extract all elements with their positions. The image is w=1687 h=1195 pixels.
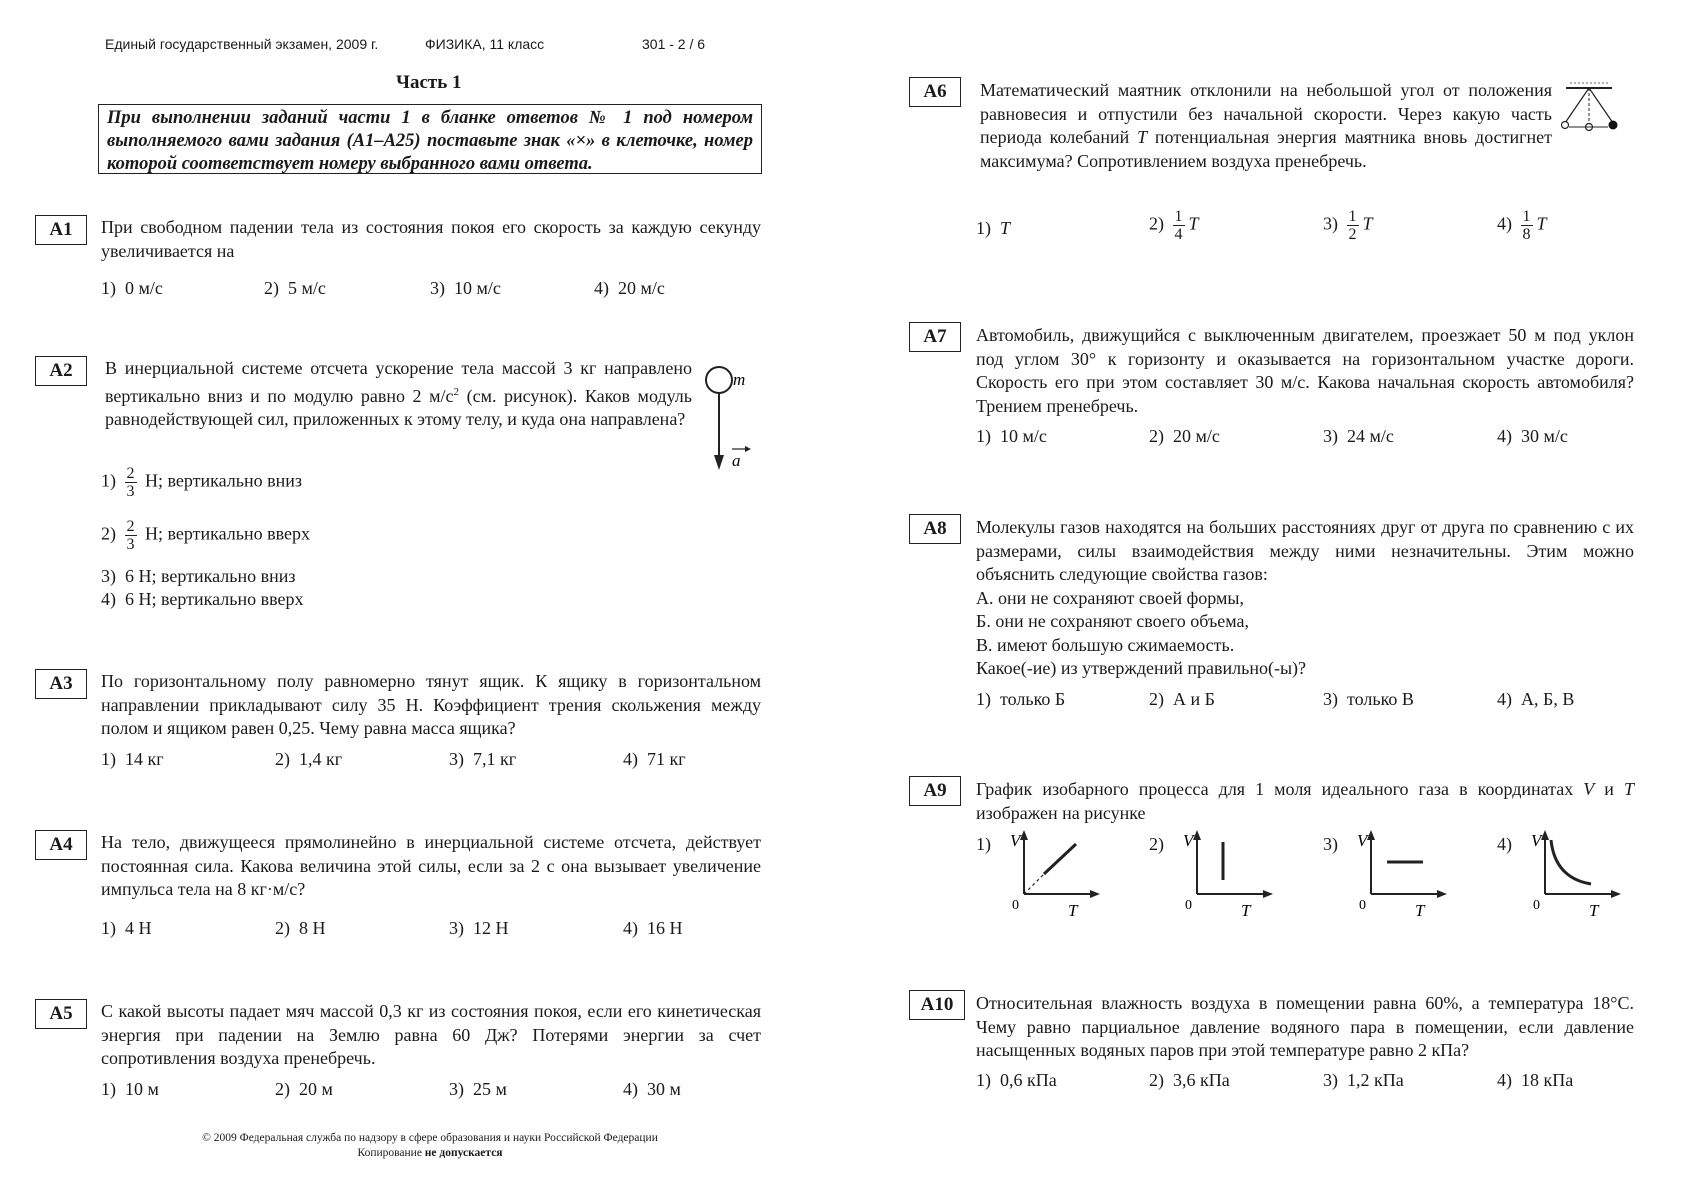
task-label: А2 (35, 356, 87, 386)
option-4: 4) А, Б, В (1497, 689, 1575, 709)
task-label: А10 (909, 990, 965, 1020)
copyright-footer (150, 1131, 710, 1161)
question-text: С какой высоты падает мяч массой 0,3 кг из состояния покоя, если его кинетическая энергия при падении на Землю равна 60 Дж? Потерями энергии за счет сопротивления воздуха пренебречь. (101, 1001, 761, 1068)
svg-text:V: V (1010, 831, 1021, 850)
task-label: А4 (35, 830, 87, 860)
copy-notice: Копирование не допускается (357, 1147, 503, 1159)
option-3: 3) 1,2 кПа (1323, 1070, 1404, 1090)
option-3: 3) 12 Н (449, 918, 509, 938)
graph-horizontal-line (1355, 830, 1455, 920)
page-number: 301 - 2 / 6 (642, 36, 706, 52)
copyright-line: © 2009 Федеральная служба по надзору в сфере образования и науки Российской Федерации (202, 1132, 658, 1144)
option-4: 4) 30 м (623, 1079, 681, 1099)
svg-text:V: V (1531, 831, 1542, 850)
option-1: 1) 0,6 кПа (976, 1070, 1057, 1090)
svg-text:0: 0 (1012, 898, 1019, 913)
task-label: А8 (909, 514, 961, 544)
question-text: Автомобиль, движущийся с выключенным двигателем, проезжает 50 м под уклон под углом 30° к горизонту и оказывается на горизонтальном участке дороги. Скорость его при этом составляет 30 м/с. Какова начальная скорость автомобиля? Трением пренебречь. (976, 325, 1634, 416)
option-2: 2) 1,4 кг (275, 749, 343, 769)
option-3: 3) 6 Н; вертикально вниз (101, 566, 296, 586)
mass-label: m (733, 370, 746, 389)
option-1: 1) 0 м/с (101, 278, 163, 298)
option-4: 4) 71 кг (623, 749, 686, 769)
svg-text:0: 0 (1359, 898, 1366, 913)
instruction-box: При выполнении заданий части 1 в бланке ответов № 1 под номером выполняемого вами задания (А1–А25) поставьте знак «×» в клеточке, номер которой соответствует номеру выбранного вами ответа. (98, 104, 762, 174)
option-2: 2) 8 Н (275, 918, 326, 938)
option-2: 2) 20 м (275, 1079, 333, 1099)
option-4: 4) $\frac{1}{8}$ T (1497, 208, 1547, 243)
subject-title: ФИЗИКА, 11 класс (425, 36, 545, 52)
graph-hyperbola (1529, 830, 1629, 920)
svg-text:T: T (1241, 901, 1251, 920)
question-text: В инерциальной системе отсчета ускорение тела массой 3 кг направлено вертикально вниз и по модулю равно 2 $м/с^2$ (см. рисунок). Каков модуль равнодействующей сил, приложенных к этому телу, и куда она направлена? (105, 358, 692, 429)
svg-text:0: 0 (1185, 898, 1192, 913)
option-2: 2) $\frac{1}{4}$ T (1149, 208, 1199, 243)
task-label: А7 (909, 322, 961, 352)
task-label: А1 (35, 215, 87, 245)
option-1: 1) 10 м/с (976, 426, 1047, 446)
option-4: 4) 6 Н; вертикально вверх (101, 589, 304, 609)
svg-text:0: 0 (1533, 898, 1540, 913)
option-3: 3) 10 м/с (430, 278, 501, 298)
option-2: 2) 20 м/с (1149, 426, 1220, 446)
task-label: А5 (35, 999, 87, 1029)
question-text: Молекулы газов находятся на больших расстояниях друг от друга по сравнению с их размерами, силы взаимодействия между ними незначительны. Этим можно объяснить следующие свойства газов: А. они не сохраняют своей формы, Б. они не сохраняют своего объема, В. имеют большую сжимаемость. Какое(-ие) из утверждений правильно(-ы)? (976, 516, 1634, 681)
graph-vertical-line (1181, 830, 1281, 920)
statement-a: А. они не сохраняют своей формы, (976, 587, 1244, 608)
task-label: А9 (909, 776, 961, 806)
option-3: 3) $\frac{1}{2}$ T (1323, 208, 1373, 243)
option-1: 1) 10 м (101, 1079, 159, 1099)
svg-text:V: V (1183, 831, 1194, 850)
question-text: На тело, движущееся прямолинейно в инерциальной системе отсчета, действует постоянная сила. Какова величина этой силы, если за 2 с она вызывает увеличение импульса тела на 8 кг·м/с? (101, 832, 761, 899)
task-label: А3 (35, 669, 87, 699)
option-1: 1) только Б (976, 689, 1066, 709)
acceleration-arrow-head (714, 455, 724, 470)
part-title: Часть 1 (396, 72, 462, 93)
option-3: 3) 24 м/с (1323, 426, 1394, 446)
statement-b: Б. они не сохраняют своего объема, (976, 611, 1250, 631)
option-1: 1) $\frac{2}{3}$ Н; вертикально вниз (101, 465, 302, 500)
option-2: 2) 3,6 кПа (1149, 1070, 1230, 1090)
pendulum-figure (1560, 79, 1634, 135)
accel-label: a (732, 451, 741, 470)
option-1: 1) T (976, 218, 1011, 238)
svg-text:T: T (1068, 901, 1078, 920)
option-1: 1) 4 Н (101, 918, 152, 938)
option-4: 4) 20 м/с (594, 278, 665, 298)
mass-body-icon (706, 367, 732, 393)
question-text: По горизонтальному полу равномерно тянут ящик. К ящику в горизонтальном направлении прикладывают силу 35 Н. Коэффициент трения скольжения между полом и ящиком равен 0,25. Чему равна масса ящика? (101, 671, 761, 738)
acceleration-figure (695, 362, 755, 474)
question-text: Относительная влажность воздуха в помещении равна 60%, а температура 18°С. Чему равно парциальное давление водяного пара в помещении, если давление насыщенных водяных паров при этой температуре равно 2 кПа? (976, 993, 1634, 1060)
option-4: 4) 18 кПа (1497, 1070, 1574, 1090)
option-3: 3) 25 м (449, 1079, 507, 1099)
svg-text:V: V (1357, 831, 1368, 850)
svg-text:T: T (1415, 901, 1425, 920)
question-text: При свободном падении тела из состояния покоя его скорость за каждую секунду увеличивается на (101, 217, 761, 261)
task-label: А6 (909, 77, 961, 107)
exam-title: Единый государственный экзамен, 2009 г. (105, 36, 379, 52)
option-4: 4) 16 Н (623, 918, 683, 938)
option-2: 2) А и Б (1149, 689, 1215, 709)
pendulum-bob-icon (1562, 122, 1569, 129)
option-1: 1) 14 кг (101, 749, 164, 769)
option-3: 3) 7,1 кг (449, 749, 517, 769)
statement-c: В. имеют большую сжимаемость. (976, 634, 1235, 655)
option-2: 2) $\frac{2}{3}$ Н; вертикально вверх (101, 518, 310, 553)
graph-linear-through-origin (1008, 830, 1108, 920)
question-line: Какое(-ие) из утверждений правильно(-ы)? (976, 658, 1307, 678)
svg-text:T: T (1589, 901, 1599, 920)
question-text: Математический маятник отклонили на небольшой угол от положения равновесия и отпустили без начальной скорости. Через какую часть периода колебаний T потенциальная энергия маятника вновь достигнет максимума? Сопротивлением воздуха пренебречь. (980, 79, 1634, 173)
option-3: 3) только В (1323, 689, 1414, 709)
option-2: 2) 5 м/с (264, 278, 326, 298)
question-text: График изобарного процесса для 1 моля идеального газа в координатах V и T изображен на рисунке (976, 779, 1634, 823)
option-4: 4) 30 м/с (1497, 426, 1568, 446)
